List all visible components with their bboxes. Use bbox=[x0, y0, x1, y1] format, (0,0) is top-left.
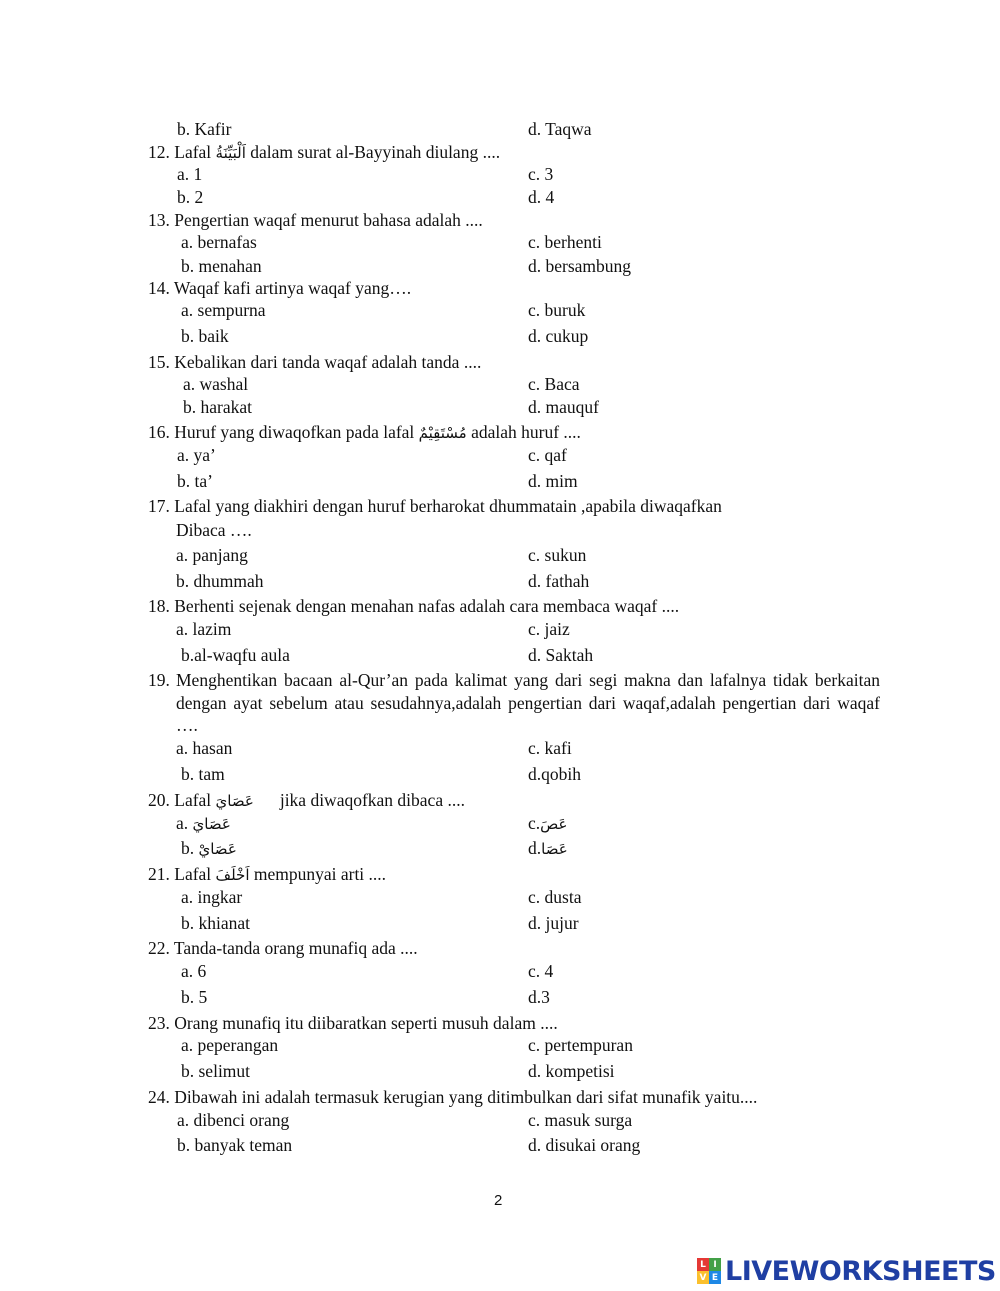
option-c: c. Baca bbox=[528, 374, 580, 394]
arabic-word: عَصَايَ bbox=[215, 792, 254, 810]
option-a: a. lazim bbox=[176, 619, 232, 639]
question-14: 14. Waqaf kafi artinya waqaf yang…. bbox=[148, 278, 412, 298]
option-d: d. 4 bbox=[528, 187, 555, 207]
option-d: d.qobih bbox=[528, 764, 581, 784]
question-12: 12. Lafal اَلْبَيِّنَةُ dalam surat al-Bayyinah diulang .... bbox=[148, 142, 501, 162]
option-b: b. 2 bbox=[177, 187, 204, 207]
question-19: Menghentikan bacaan al-Qur’an pada kalimat yang dari segi makna dan lafalnya tidak berkaitan dengan ayat sebelum atau sesudahnya,adalah pengertian dari waqaf,adalah pengertian dari waqaf …. bbox=[176, 670, 880, 735]
question-20: 20. Lafal عَصَايَ jika diwaqofkan dibaca .... bbox=[148, 790, 465, 810]
question-23: 23. Orang munafiq itu diibaratkan seperti musuh dalam .... bbox=[148, 1013, 558, 1033]
option-d: d. kompetisi bbox=[528, 1061, 615, 1081]
option-a: a. panjang bbox=[176, 545, 248, 565]
option-a: a. 1 bbox=[177, 164, 203, 184]
page-number: 2 bbox=[494, 1192, 503, 1209]
option-d: d.عَصَا bbox=[528, 838, 568, 858]
option-b: b. عَصَايْ bbox=[181, 838, 237, 858]
option-d: d. Saktah bbox=[528, 645, 594, 665]
option-c: c. berhenti bbox=[528, 232, 602, 252]
question-24: 24. Dibawah ini adalah termasuk kerugian yang ditimbulkan dari sifat munafik yaitu.... bbox=[148, 1087, 758, 1107]
option-b: b. 5 bbox=[181, 987, 208, 1007]
logo-badge-icon bbox=[697, 1258, 721, 1284]
option-d: d. fathah bbox=[528, 571, 590, 591]
option-b: b. banyak teman bbox=[177, 1135, 293, 1155]
question-13: 13. Pengertian waqaf menurut bahasa adalah .... bbox=[148, 210, 483, 230]
option-b: b. khianat bbox=[181, 913, 251, 933]
option-b: b. harakat bbox=[183, 397, 252, 417]
question-15: 15. Kebalikan dari tanda waqaf adalah tanda .... bbox=[148, 352, 482, 372]
option-d: d. mauquf bbox=[528, 397, 599, 417]
question-22: 22. Tanda-tanda orang munafiq ada .... bbox=[148, 938, 418, 958]
option-c: c. buruk bbox=[528, 300, 586, 320]
option-a: a. عَصَايَ bbox=[176, 813, 231, 833]
option-d: d. jujur bbox=[528, 913, 579, 933]
option-c: c. masuk surga bbox=[528, 1110, 633, 1130]
option-d: d.3 bbox=[528, 987, 550, 1007]
option-a: a. hasan bbox=[176, 738, 233, 758]
option-a: a. ingkar bbox=[181, 887, 243, 907]
option-b: b. ta’ bbox=[177, 471, 213, 491]
question-18: 18. Berhenti sejenak dengan menahan nafas adalah cara membaca waqaf .... bbox=[148, 596, 680, 616]
option-b: b. Kafir bbox=[177, 119, 232, 139]
option-c: c. kafi bbox=[528, 738, 572, 758]
option-b: b. menahan bbox=[181, 256, 262, 276]
option-c: c. 3 bbox=[528, 164, 554, 184]
option-a: a. peperangan bbox=[181, 1035, 279, 1055]
option-b: b. tam bbox=[181, 764, 225, 784]
option-c: c. dusta bbox=[528, 887, 582, 907]
option-a: a. sempurna bbox=[181, 300, 266, 320]
liveworksheets-logo bbox=[697, 1256, 996, 1286]
option-c: c. sukun bbox=[528, 545, 587, 565]
arabic-word: اَلْبَيِّنَةُ bbox=[215, 144, 246, 162]
logo-text: LIVEWORKSHEETS bbox=[725, 1255, 996, 1287]
question-16: 16. Huruf yang diwaqofkan pada lafal مُسْتَقِيْمٌ adalah huruf .... bbox=[148, 422, 581, 442]
option-c: c.عَصَ bbox=[528, 813, 568, 833]
option-a: a. dibenci orang bbox=[177, 1110, 290, 1130]
option-c: c. jaiz bbox=[528, 619, 570, 639]
option-c: c. qaf bbox=[528, 445, 567, 465]
option-b: b. baik bbox=[181, 326, 229, 346]
option-d: d. disukai orang bbox=[528, 1135, 641, 1155]
arabic-word: اَخْلَفَ bbox=[215, 866, 250, 884]
option-d: d. mim bbox=[528, 471, 578, 491]
question-17: 17. Lafal yang diakhiri dengan huruf berharokat dhummatain ,apabila diwaqafkan bbox=[148, 496, 722, 516]
option-c: c. 4 bbox=[528, 961, 554, 981]
logo-badge-letter: V bbox=[697, 1271, 709, 1284]
option-d: d. Taqwa bbox=[528, 119, 592, 139]
logo-badge-letter: I bbox=[709, 1258, 721, 1271]
arabic-word: مُسْتَقِيْمٌ bbox=[418, 424, 467, 442]
option-a: a. ya’ bbox=[177, 445, 216, 465]
question-17-cont: Dibaca …. bbox=[176, 520, 252, 540]
logo-badge-letter: L bbox=[697, 1258, 709, 1271]
option-a: a. bernafas bbox=[181, 232, 257, 252]
option-c: c. pertempuran bbox=[528, 1035, 633, 1055]
option-b: b.al-waqfu aula bbox=[181, 645, 290, 665]
option-b: b. dhummah bbox=[176, 571, 264, 591]
question-19-number: 19. bbox=[148, 670, 170, 690]
logo-badge-letter: E bbox=[709, 1271, 721, 1284]
question-21: 21. Lafal اَخْلَفَ mempunyai arti .... bbox=[148, 864, 387, 884]
option-d: d. bersambung bbox=[528, 256, 632, 276]
option-d: d. cukup bbox=[528, 326, 589, 346]
option-b: b. selimut bbox=[181, 1061, 251, 1081]
option-a: a. 6 bbox=[181, 961, 207, 981]
option-a: a. washal bbox=[183, 374, 249, 394]
